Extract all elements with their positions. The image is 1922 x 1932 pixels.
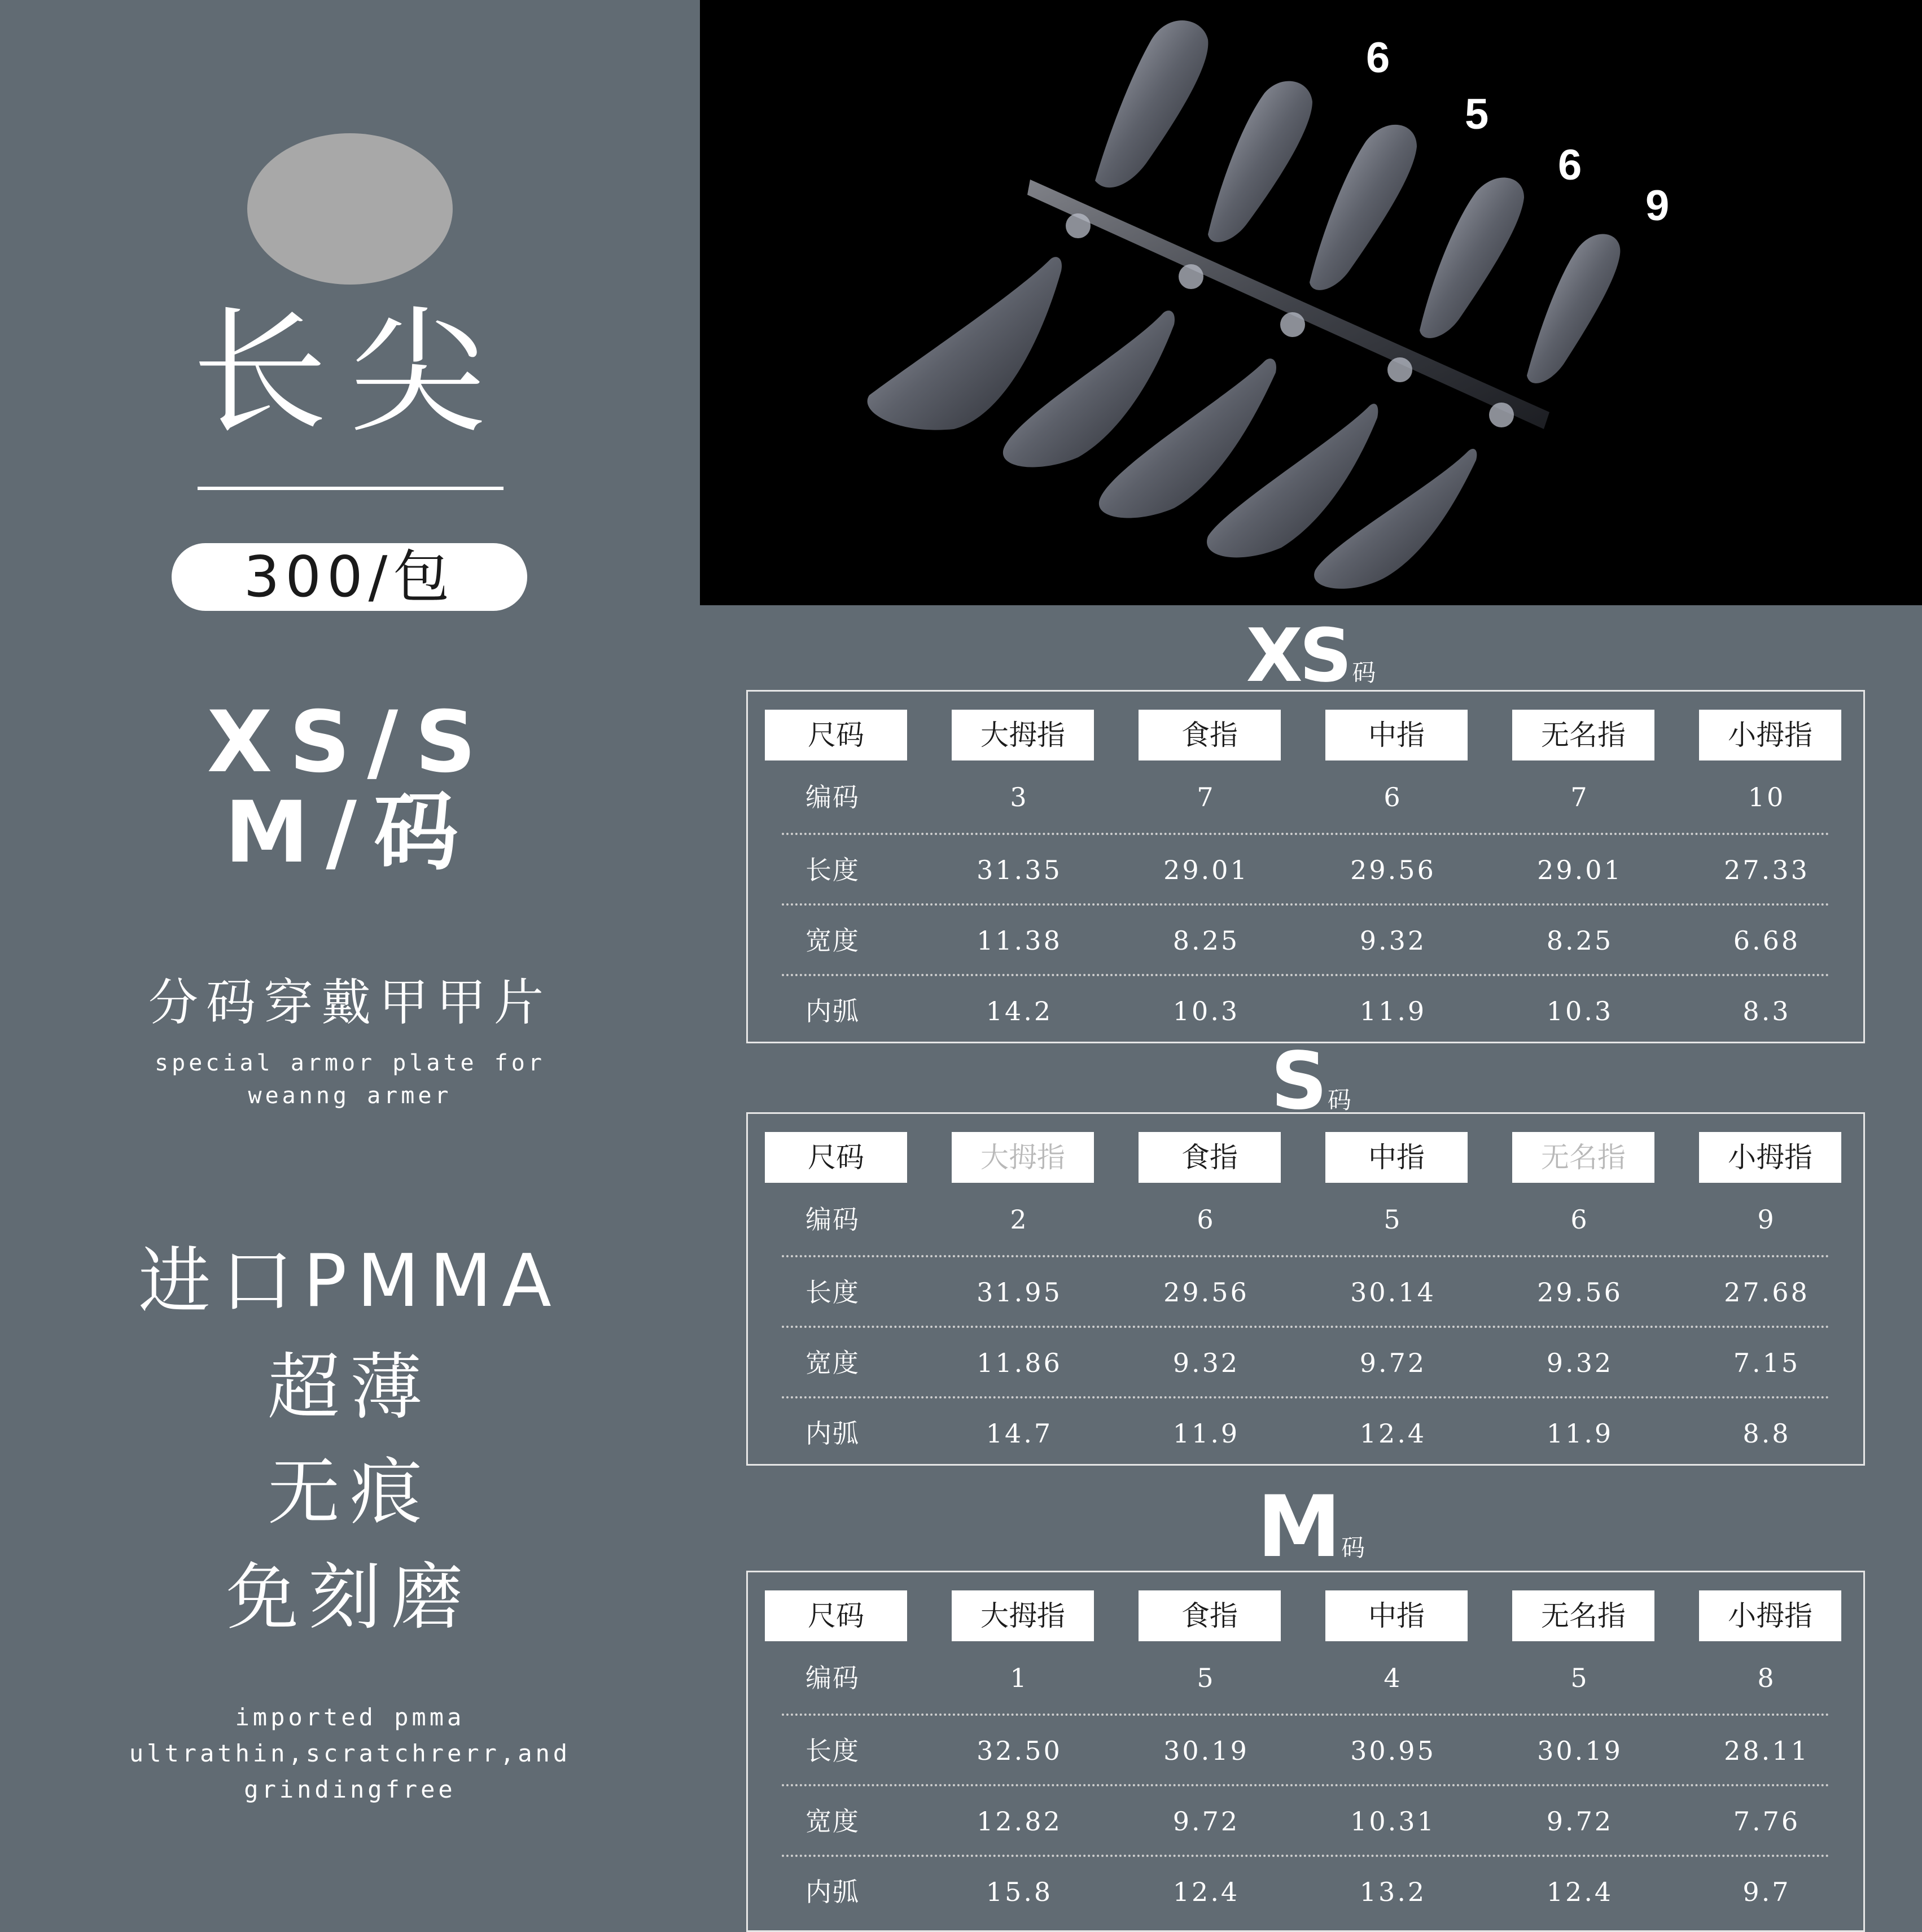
table-row [782,833,1829,906]
nail-number-1: 6 [1366,34,1390,82]
header-cell: 无名指 [1512,710,1654,760]
row-label: 内弧 [805,1418,860,1449]
table-cell: 30.14 [1350,1277,1436,1308]
table-cell: 9.72 [1359,1348,1427,1378]
english-features-line-1: imported pmma [235,1703,465,1731]
header-cell: 无名指 [1512,1590,1654,1641]
table-cell: 9.32 [1359,925,1427,956]
row-label: 宽度 [805,1806,860,1837]
table-row [782,1326,1829,1398]
header-cell: 食指 [1139,1132,1281,1183]
table-cell: 8 [1757,1663,1776,1693]
table-cell: 8.25 [1546,925,1614,956]
size-heading-s-label: S [1271,1035,1324,1127]
table-cell: 9.7 [1743,1877,1791,1907]
row-label: 编码 [805,1663,860,1693]
nail-number-2: 5 [1465,90,1489,138]
table-cell: 7.15 [1733,1348,1801,1378]
nail-number-4: 9 [1645,182,1670,230]
table-cell: 10 [1748,782,1786,812]
table-cell: 4 [1384,1663,1403,1693]
table-cell: 30.95 [1350,1736,1436,1766]
table-cell: 8.3 [1743,996,1791,1026]
header-cell: 尺码 [765,1590,907,1641]
chinese-subtitle: 分码穿戴甲甲片 [148,973,551,1031]
row-label: 宽度 [805,1348,860,1378]
table-cell: 6.68 [1733,925,1801,956]
size-table-m [746,1571,1865,1932]
table-cell: 31.95 [977,1277,1062,1308]
table-cell: 29.56 [1350,855,1436,885]
table-cell: 13.2 [1359,1877,1427,1907]
table-row [782,1255,1829,1328]
table-cell: 5 [1570,1663,1590,1693]
header-cell: 大拇指 [952,1590,1094,1641]
table-row [782,762,1829,833]
title-divider [198,487,504,490]
row-label: 宽度 [805,925,860,956]
size-heading-s [700,1035,1922,1127]
english-subtitle-line-2: weanng armer [248,1083,452,1109]
table-row [782,1396,1829,1469]
table-cell: 12.4 [1546,1877,1614,1907]
feature-no-grinding: 免刻磨 [226,1555,474,1640]
header-cell: 尺码 [765,1132,907,1183]
nail-tips-photo [700,0,1922,605]
header-cell: 无名指 [1512,1132,1654,1183]
feature-seamless: 无痕 [267,1450,432,1535]
header-cell: 中指 [1325,1590,1468,1641]
table-row [782,903,1829,976]
header-cell: 小拇指 [1699,710,1841,760]
size-heading-s-suffix: 码 [1327,1086,1351,1114]
table-cell: 11.9 [1172,1418,1240,1449]
english-subtitle-line-1: special armor plate for [155,1050,545,1076]
nail-number-3: 6 [1558,141,1582,189]
row-label: 编码 [805,782,860,812]
table-cell: 28.11 [1724,1736,1810,1766]
header-cell: 大拇指 [952,710,1094,760]
table-cell: 27.33 [1724,855,1810,885]
english-features-line-2: ultrathin,scratchrerr,and [129,1739,571,1767]
table-row [782,1855,1829,1927]
nail-tips-illustration [700,0,1922,605]
feature-ultrathin: 超薄 [267,1345,432,1430]
size-heading-xs [700,613,1922,698]
table-cell: 14.2 [986,996,1053,1026]
row-label: 编码 [805,1204,860,1235]
size-heading-xs-label: XS [1246,613,1349,698]
table-cell: 8.25 [1172,925,1240,956]
table-cell: 6 [1197,1204,1216,1235]
table-cell: 10.31 [1350,1806,1436,1837]
table-cell: 8.8 [1743,1418,1791,1449]
feature-pmma: 进口PMMA [138,1239,562,1323]
sizes-line-2: M/码 [224,784,476,882]
header-cell: 大拇指 [952,1132,1094,1183]
header-cell: 小拇指 [1699,1590,1841,1641]
size-swatch-oval [247,133,453,285]
sizes-line-1: XS/S [207,693,493,792]
table-cell: 29.01 [1537,855,1623,885]
table-cell: 5 [1197,1663,1216,1693]
table-cell: 11.9 [1359,996,1427,1026]
table-cell: 14.7 [986,1418,1053,1449]
table-cell: 29.56 [1163,1277,1249,1308]
table-cell: 11.38 [977,925,1062,956]
size-table-xs [746,690,1865,1043]
table-cell: 30.19 [1163,1736,1249,1766]
table-cell: 9.72 [1546,1806,1614,1837]
header-cell: 食指 [1139,1590,1281,1641]
table-row [782,1184,1829,1255]
table-cell: 9.72 [1172,1806,1240,1837]
size-heading-xs-suffix: 码 [1352,659,1376,687]
header-cell: 食指 [1139,710,1281,760]
row-label: 内弧 [805,1877,860,1907]
table-row [782,974,1829,1047]
table-cell: 29.01 [1163,855,1249,885]
row-label: 长度 [805,1277,860,1308]
header-cell: 中指 [1325,710,1468,760]
table-cell: 12.82 [977,1806,1062,1837]
table-row [782,1784,1829,1857]
row-label: 长度 [805,1736,860,1766]
table-cell: 15.8 [986,1877,1053,1907]
table-cell: 29.56 [1537,1277,1623,1308]
table-cell: 32.50 [977,1736,1062,1766]
table-cell: 7.76 [1733,1806,1801,1837]
size-heading-m-suffix: 码 [1341,1534,1365,1562]
table-row [782,1714,1829,1786]
table-cell: 1 [1010,1663,1029,1693]
table-cell: 7 [1197,782,1216,812]
table-cell: 9.32 [1546,1348,1614,1378]
table-cell: 27.68 [1724,1277,1810,1308]
header-cell: 中指 [1325,1132,1468,1183]
header-cell: 小拇指 [1699,1132,1841,1183]
size-heading-m [700,1478,1922,1576]
table-cell: 9.32 [1172,1348,1240,1378]
table-cell: 3 [1010,782,1029,812]
table-cell: 9 [1757,1204,1776,1235]
table-cell: 10.3 [1546,996,1614,1026]
table-cell: 12.4 [1359,1418,1427,1449]
row-label: 内弧 [805,996,860,1026]
quantity-badge: 300/包 [172,543,527,611]
table-cell: 6 [1570,1204,1590,1235]
table-cell: 11.9 [1546,1418,1614,1449]
product-title: 长尖 [192,294,508,452]
table-cell: 2 [1010,1204,1029,1235]
size-heading-m-label: M [1256,1478,1338,1576]
table-cell: 30.19 [1537,1736,1623,1766]
table-cell: 11.86 [977,1348,1062,1378]
table-row [782,1643,1829,1714]
table-cell: 5 [1384,1204,1403,1235]
table-cell: 10.3 [1172,996,1240,1026]
row-label: 长度 [805,855,860,885]
header-cell: 尺码 [765,710,907,760]
table-cell: 7 [1570,782,1590,812]
table-cell: 31.35 [977,855,1062,885]
table-cell: 12.4 [1172,1877,1240,1907]
english-features-line-3: grindingfree [244,1776,456,1803]
size-table-s [746,1112,1865,1466]
table-cell: 6 [1384,782,1403,812]
